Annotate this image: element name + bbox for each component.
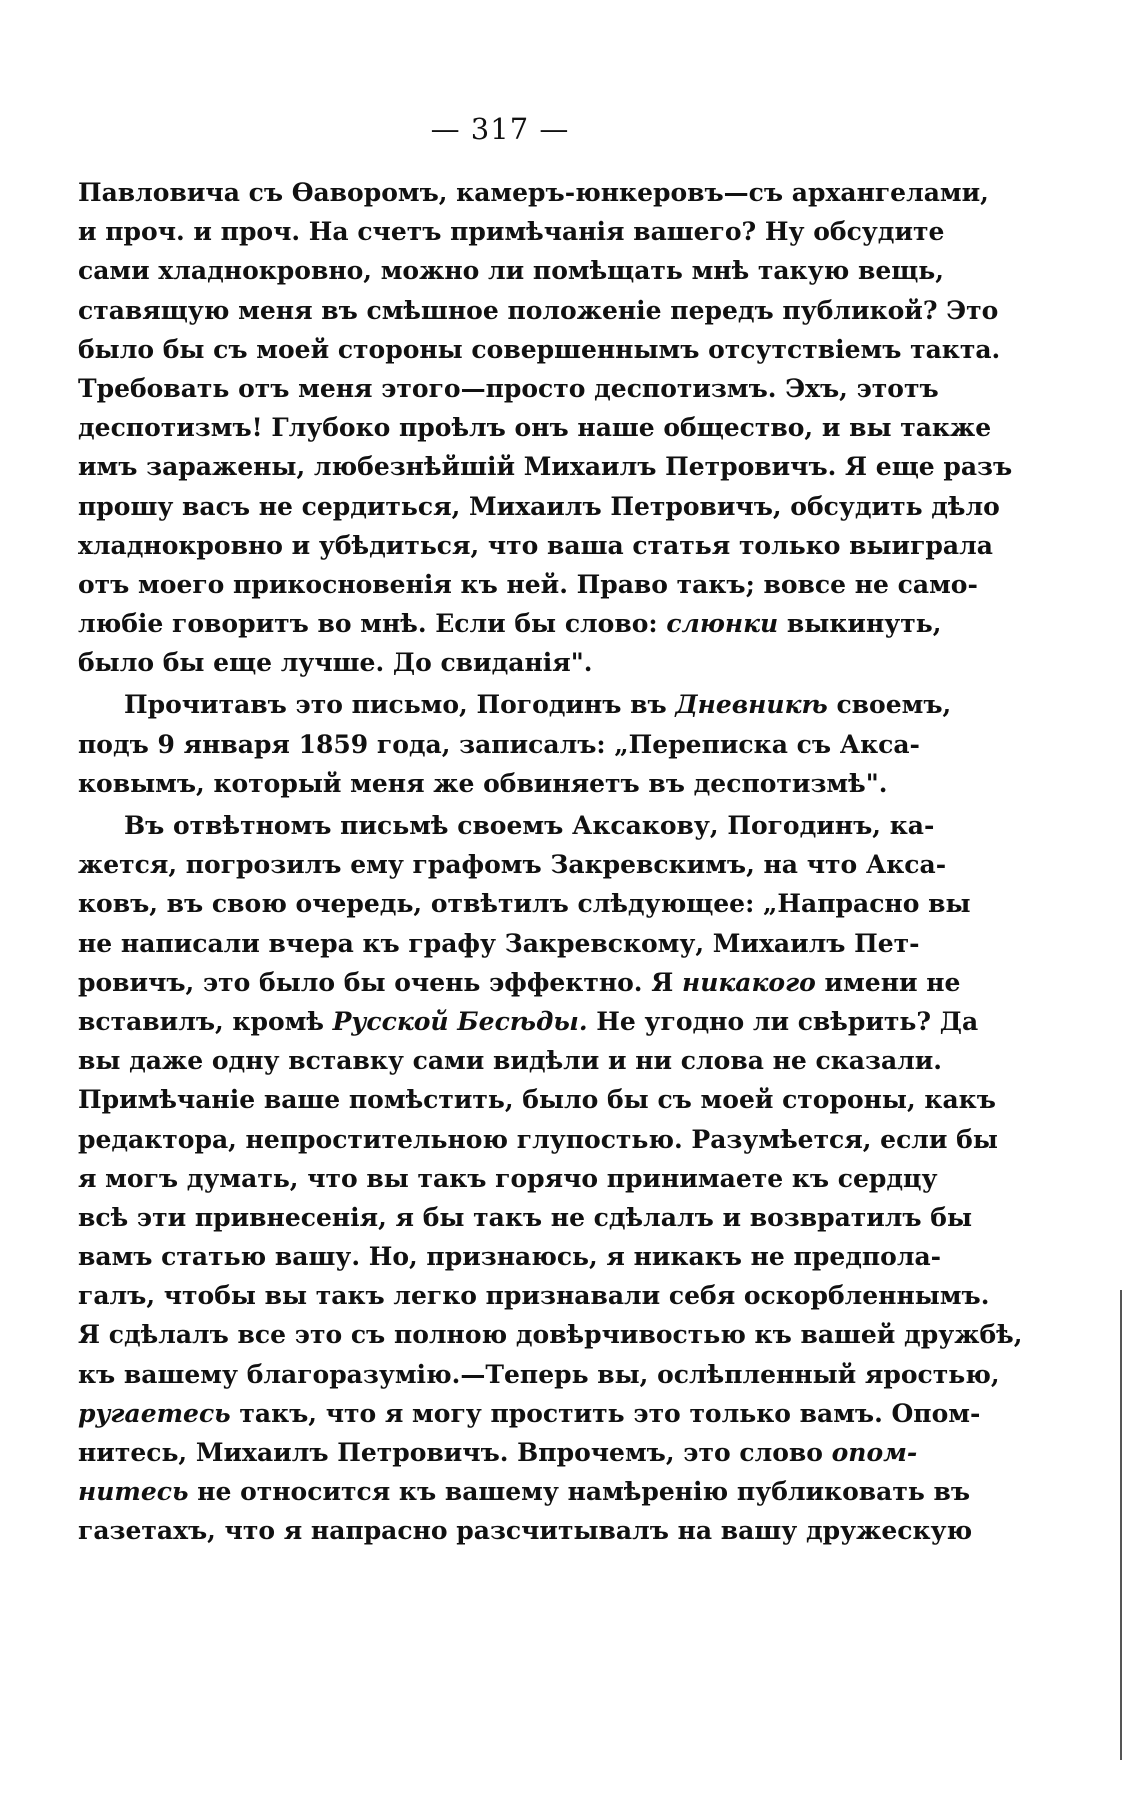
text-line: Примѣчаніе ваше помѣстить, было бы съ моей стороны, какъ	[78, 1085, 996, 1115]
line-text: не относится къ вашему намѣренію публиковать въ	[188, 1477, 971, 1507]
text-line: Павловича съ Өаворомъ, камеръ-юнкеровъ—съ архангелами,	[78, 178, 989, 207]
line-text: ровичъ, это было бы очень эффектно. Я	[78, 967, 682, 997]
italic-emphasis: никакого	[681, 967, 816, 997]
line-text: выкинуть,	[778, 609, 942, 639]
italic-emphasis: ругаетесь	[78, 1398, 231, 1428]
italic-emphasis: Дневникѣ	[675, 690, 828, 720]
margin-rule	[1120, 1290, 1122, 1760]
text-line: имъ заражены, любезнѣйшій Михаилъ Петровичъ. Я еще разъ	[78, 452, 1013, 482]
italic-emphasis: слюнки	[666, 609, 779, 639]
text-line: газетахъ, что я напрасно разсчитывалъ на вашу дружескую	[78, 1516, 973, 1546]
text-line: ставящую меня въ смѣшное положеніе передъ публикой? Это	[78, 295, 999, 325]
text-line: ковъ, въ свою очередь, отвѣтилъ слѣдующее: „Напрасно вы	[78, 889, 971, 919]
text-line: и проч. и проч. На счетъ примѣчанія вашего? Ну обсудите	[78, 217, 945, 247]
text-line: было бы еще лучше. До свиданія".	[78, 648, 593, 678]
text-line	[78, 963, 961, 1002]
italic-emphasis: Русской Бесѣды.	[332, 1006, 588, 1036]
line-text: своемъ,	[827, 690, 952, 720]
line-text: такъ, что я могу простить это только вамъ. Опом-	[230, 1398, 981, 1428]
text-line: всѣ эти привнесенія, я бы такъ не сдѣлалъ и возвратилъ бы	[78, 1202, 973, 1232]
text-line: подъ 9 января 1859 года, записалъ: „Переписка съ Акса-	[78, 729, 920, 759]
text-line: редактора, непростительною глупостью. Разумѣется, если бы	[78, 1124, 998, 1154]
italic-emphasis: опом-	[831, 1438, 918, 1467]
line-text: Не угодно ли свѣрить? Да	[587, 1006, 979, 1036]
text-line	[78, 1002, 979, 1041]
line-text: вставилъ, кромѣ	[78, 1006, 333, 1036]
text-line: вы даже одну вставку сами видѣли и ни слова не сказали.	[78, 1046, 943, 1076]
line-text: имени не	[815, 967, 961, 997]
text-line: деспотизмъ! Глубоко проѣлъ онъ наше общество, и вы также	[78, 413, 992, 443]
text-line: къ вашему благоразумію.—Теперь вы, ослѣпленный яростью,	[78, 1359, 1000, 1389]
text-line	[78, 1394, 981, 1433]
text-line: было бы съ моей стороны совершеннымъ отсутствіемъ такта.	[78, 334, 1001, 364]
text-line: не написали вчера къ графу Закревскому, Михаилъ Пет-	[78, 928, 920, 958]
text-line: сами хладнокровно, можно ли помѣщать мнѣ такую вещь,	[78, 256, 944, 286]
text-line: Въ отвѣтномъ письмѣ своемъ Аксакову, Погодинъ, ка-	[124, 811, 935, 840]
text-line: Требовать отъ меня этого—просто деспотизмъ. Эхъ, этотъ	[78, 373, 939, 403]
text-line: галъ, чтобы вы такъ легко признавали себя оскорбленнымъ.	[78, 1281, 990, 1311]
text-line: прошу васъ не сердиться, Михаилъ Петровичъ, обсудить дѣло	[78, 491, 1000, 521]
text-line: отъ моего прикосновенія къ ней. Право такъ; вовсе не само-	[78, 569, 978, 599]
line-text: нитесь, Михаилъ Петровичъ. Впрочемъ, это слово	[78, 1438, 832, 1467]
text-line: ковымъ, который меня же обвиняетъ въ деспотизмѣ".	[78, 768, 888, 798]
text-line	[78, 1472, 971, 1511]
italic-emphasis: нитесь	[78, 1477, 189, 1507]
text-line	[78, 685, 952, 724]
body-text	[78, 173, 1023, 1551]
text-line	[78, 604, 942, 643]
text-line: вамъ статью вашу. Но, признаюсь, я никакъ не предпола-	[78, 1242, 942, 1272]
text-line: Я сдѣлалъ все это съ полною довѣрчивостью къ вашей дружбѣ,	[78, 1320, 1023, 1350]
text-line	[78, 1433, 916, 1472]
text-line: жется, погрозилъ ему графомъ Закревскимъ, на что Акса-	[78, 850, 947, 880]
line-text: любіе говоритъ во мнѣ. Если бы слово:	[78, 609, 667, 639]
line-text: Прочитавъ это письмо, Погодинъ въ	[124, 690, 676, 720]
page-number: — 317 —	[430, 112, 570, 146]
text-line: я могъ думать, что вы такъ горячо принимаете къ сердцу	[78, 1163, 938, 1193]
text-line: хладнокровно и убѣдиться, что ваша статья только выиграла	[78, 530, 993, 560]
